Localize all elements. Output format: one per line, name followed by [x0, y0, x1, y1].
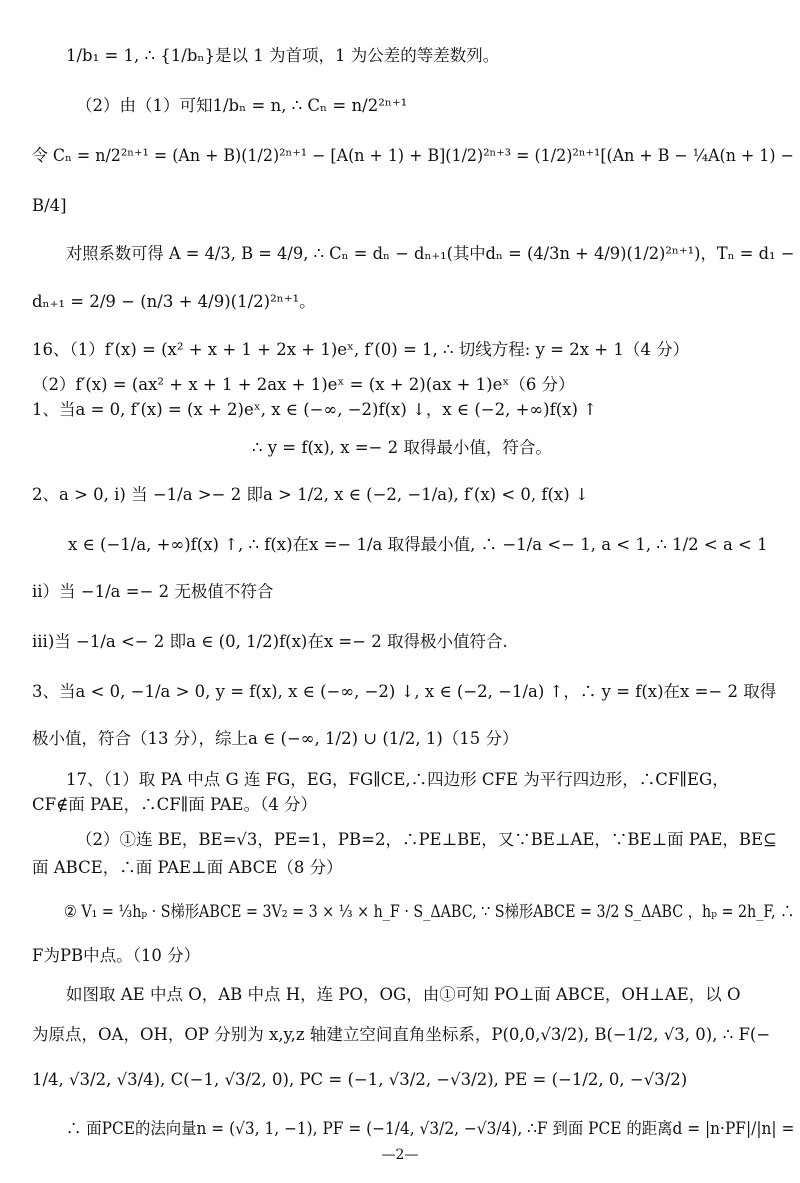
text-line: 令 Cₙ = n/2²ⁿ⁺¹ = (An + B)(1/2)²ⁿ⁺¹ − [A(n + 1) + B](1/2)²ⁿ⁺³ = (1/2)²ⁿ⁺¹[(An + B − ¼A(n + 1) − [32, 146, 794, 165]
text-line: dₙ₊₁ = 2/9 − (n/3 + 4/9)(1/2)²ⁿ⁺¹。 [32, 292, 316, 311]
text-line: B/4] [32, 196, 67, 215]
text-line: F为PB中点。（10 分） [32, 946, 201, 965]
text-line: ∴ y = f(x), x =− 2 取得最小值，符合。 [252, 438, 552, 457]
text-line: 1、当a = 0, f′(x) = (x + 2)eˣ, x ∈ (−∞, −2)f(x) ↓，x ∈ (−2, +∞)f(x) ↑ [32, 400, 597, 419]
text-line: 17、（1）取 PA 中点 G 连 FG，EG，FG∥CE,∴四边形 CFE 为平行四边形，∴CF∥EG， [66, 770, 729, 789]
text-line: 1/4, √3/2, √3/4), C(−1, √3/2, 0), PC = (−1, √3/2, −√3/2), PE = (−1/2, 0, −√3/2) [32, 1070, 688, 1089]
text-line: 1/b₁ = 1, ∴ {1/bₙ}是以 1 为首项，1 为公差的等差数列。 [66, 46, 500, 65]
text-line: ii）当 −1/a =− 2 无极值不符合 [32, 582, 274, 601]
text-line: x ∈ (−1/a, +∞)f(x) ↑, ∴ f(x)在x =− 1/a 取得最小值, ∴ −1/a <− 1, a < 1, ∴ 1/2 < a < 1 [68, 535, 768, 554]
text-line: iii)当 −1/a <− 2 即a ∈ (0, 1/2)f(x)在x =− 2 取得极小值符合. [32, 632, 508, 651]
text-line: 16、（1）f′(x) = (x² + x + 1 + 2x + 1)eˣ, f′(0) = 1, ∴ 切线方程: y = 2x + 1（4 分） [32, 340, 690, 359]
text-line: 对照系数可得 A = 4/3, B = 4/9, ∴ Cₙ = dₙ − dₙ₊₁(其中dₙ = (4/3n + 4/9)(1/2)²ⁿ⁺¹)，Tₙ = d₁ − [66, 244, 795, 263]
page-number: —2— [381, 1147, 419, 1163]
text-line: 面 ABCE，∴面 PAE⊥面 ABCE（8 分） [32, 858, 343, 877]
text-line: ∴ 面PCE的法向量n = (√3, 1, −1), PF = (−1/4, √3/2, −√3/4), ∴F 到面 PCE 的距离d = |n·PF|/|n| = [66, 1119, 795, 1138]
text-line: 3、当a < 0, −1/a > 0, y = f(x), x ∈ (−∞, −2) ↓, x ∈ (−2, −1/a) ↑，∴ y = f(x)在x =− 2 取得 [32, 682, 777, 701]
text-line: 如图取 AE 中点 O，AB 中点 H，连 PO，OG，由①可知 PO⊥面 ABCE，OH⊥AE，以 O [66, 985, 741, 1004]
text-line: （2）由（1）可知1/bₙ = n, ∴ Cₙ = n/2²ⁿ⁺¹ [76, 96, 408, 115]
text-line: 极小值，符合（13 分），综上a ∈ (−∞, 1/2) ∪ (1/2, 1)（15 分） [32, 729, 519, 748]
text-line: （2）①连 BE，BE=√3，PE=1，PB=2，∴PE⊥BE，又∵BE⊥AE，∵BE⊥面 PAE，BE⊆ [76, 830, 777, 849]
text-line: ② V₁ = ⅓hₚ · S梯形ABCE = 3V₂ = 3 × ⅓ × h_F · S_ΔABC, ∵ S梯形ABCE = 3/2 S_ΔABC ，hₚ = 2h_F, ∴ [64, 902, 795, 921]
text-line: 为原点，OA，OH，OP 分别为 x,y,z 轴建立空间直角坐标系，P(0,0,√3/2), B(−1/2, √3, 0), ∴ F(− [32, 1025, 771, 1044]
text-line: （2）f′(x) = (ax² + x + 1 + 2ax + 1)eˣ = (x + 2)(ax + 1)eˣ（6 分） [32, 375, 575, 394]
text-line: 2、a > 0, i) 当 −1/a >− 2 即a > 1/2, x ∈ (−2, −1/a), f′(x) < 0, f(x) ↓ [32, 485, 589, 504]
text-line: CF∉面 PAE，∴CF∥面 PAE。（4 分） [32, 795, 318, 814]
